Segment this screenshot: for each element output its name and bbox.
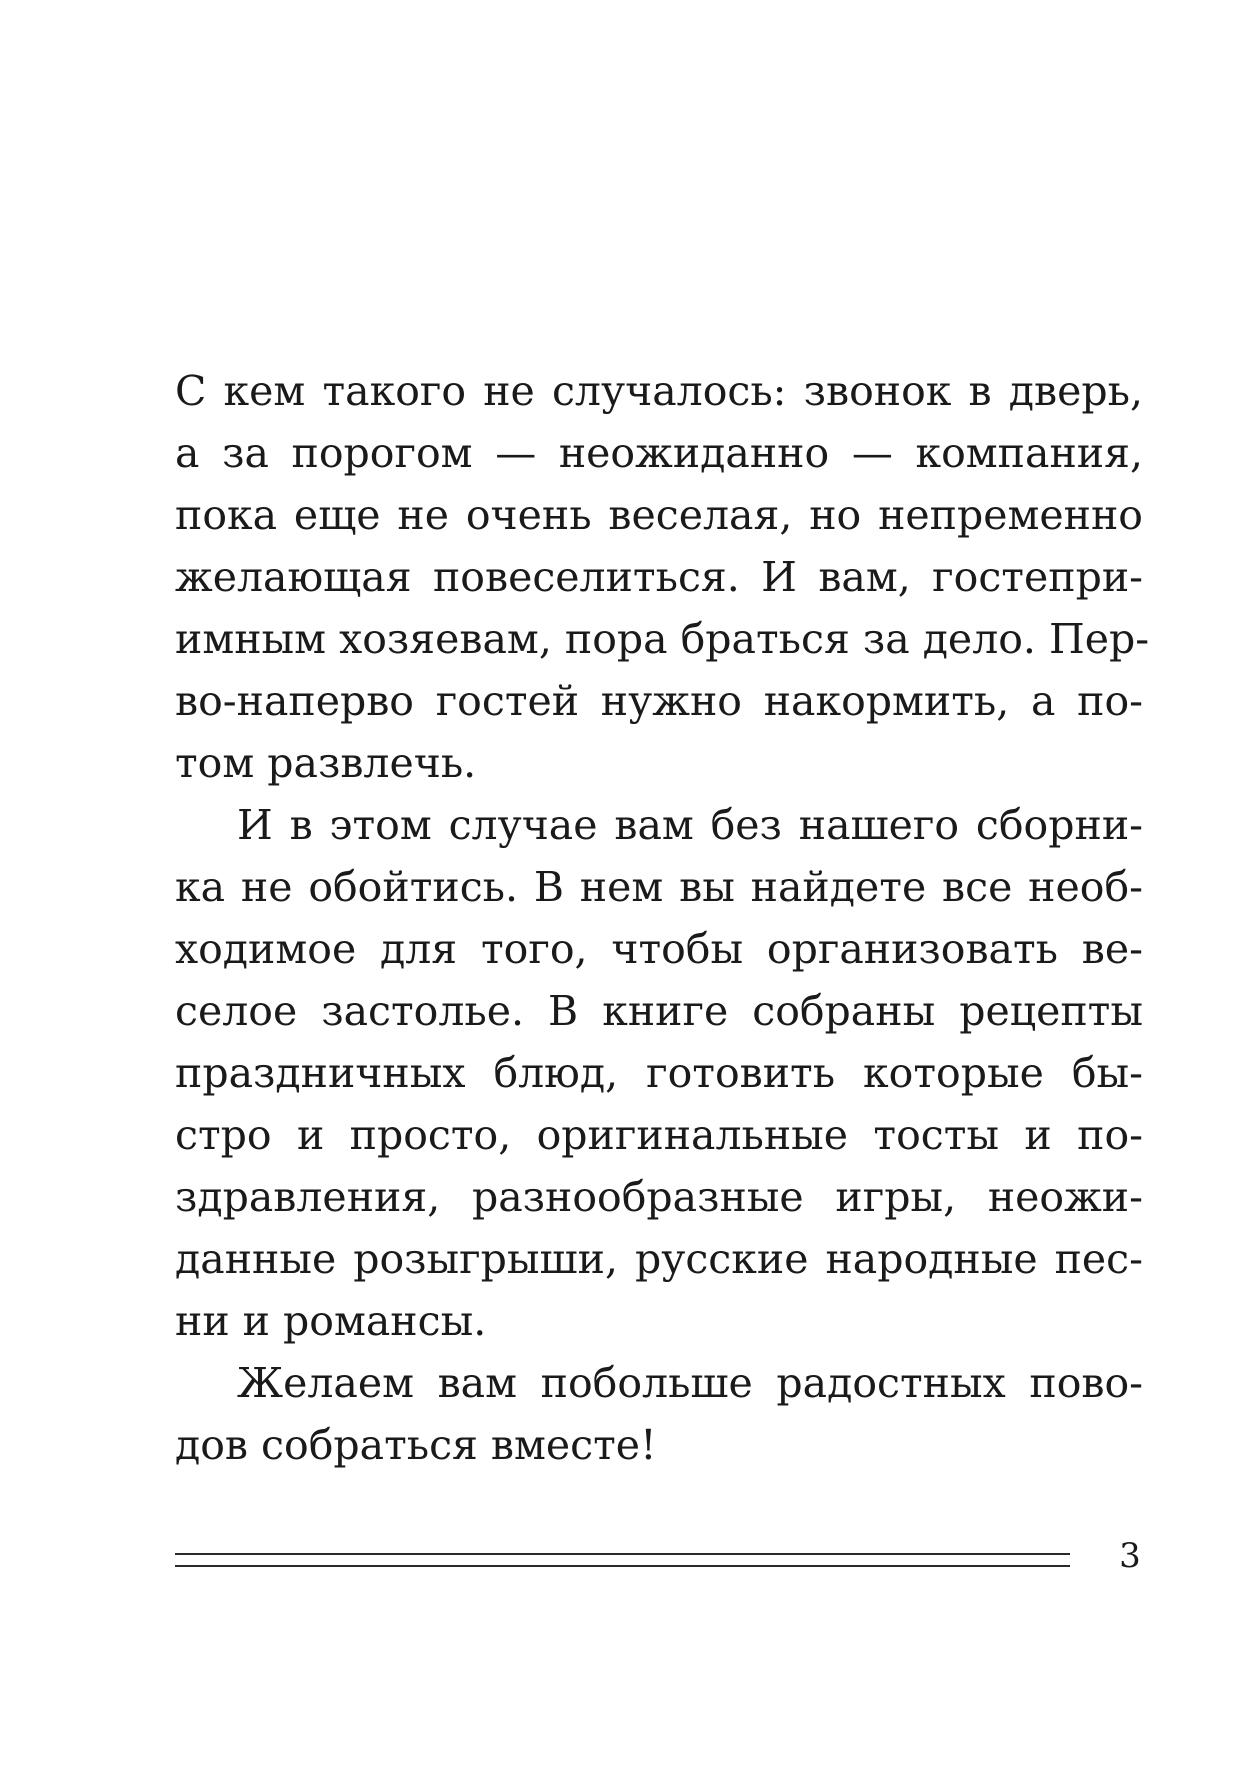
- text-line: а за порогом — неожиданно — компания,: [175, 429, 1143, 477]
- text-line: стро и просто, оригинальные тосты и по-: [175, 1111, 1143, 1159]
- text-line: здравления, разнообразные игры, неожи-: [175, 1173, 1143, 1221]
- text-line: желающая повеселиться. И вам, гостепри-: [175, 553, 1143, 601]
- text-line: И в этом случае вам без нашего сборни-: [237, 801, 1143, 849]
- text-line: ни и романсы.: [175, 1297, 487, 1345]
- footer-rule-top: [175, 1553, 1070, 1555]
- text-line: селое застолье. В книге собраны рецепты: [175, 987, 1143, 1035]
- text-line: данные розыгрыши, русские народные пес-: [175, 1235, 1143, 1283]
- text-line: пока еще не очень веселая, но непременно: [175, 491, 1143, 539]
- text-line: том развлечь.: [175, 739, 477, 787]
- text-line: имным хозяевам, пора браться за дело. Пер-: [175, 615, 1150, 663]
- text-line: праздничных блюд, готовить которые бы-: [175, 1049, 1143, 1097]
- text-line: ходимое для того, чтобы организовать ве-: [175, 925, 1143, 973]
- text-line: С кем такого не случалось: звонок в дверь,: [175, 367, 1143, 415]
- body-text: [175, 360, 1150, 1476]
- text-line: Желаем вам побольше радостных пово-: [237, 1359, 1143, 1407]
- text-line: во-наперво гостей нужно накормить, а по-: [175, 677, 1143, 725]
- text-line: ка не обойтись. В нем вы найдете все необ-: [175, 863, 1143, 911]
- footer-rule-bottom: [175, 1565, 1070, 1567]
- page-number: 3: [1119, 1536, 1141, 1576]
- text-line: дов собраться вместе!: [175, 1421, 657, 1469]
